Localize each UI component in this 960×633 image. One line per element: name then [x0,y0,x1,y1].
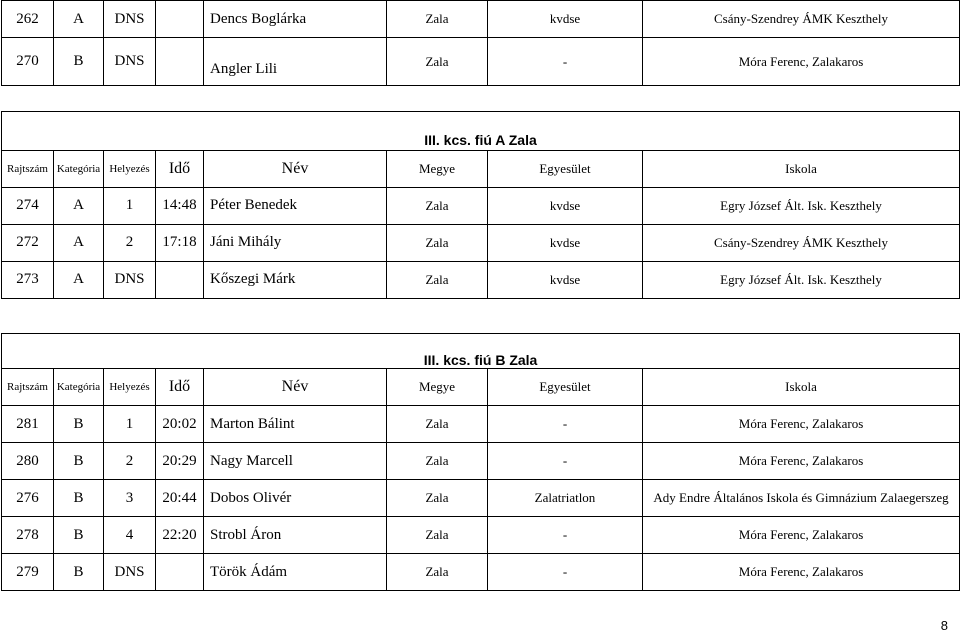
club: kvdse [488,1,643,38]
time: 20:02 [156,406,204,443]
name: Marton Bálint [204,406,387,443]
county: Zala [387,554,488,591]
header-egyesulet: Egyesület [488,369,643,406]
category: B [54,517,104,554]
table-row [2,443,960,480]
placement: 1 [104,406,156,443]
category: B [54,554,104,591]
header-ido: Idő [156,369,204,406]
name: Török Ádám [204,554,387,591]
header-rajtszam: Rajtszám [2,150,54,187]
bib-number: 274 [2,187,54,224]
county: Zala [387,38,488,86]
club: Zalatriatlon [488,480,643,517]
placement: 3 [104,480,156,517]
table-row [2,187,960,224]
header-megye: Megye [387,150,488,187]
header-row [2,369,960,406]
placement: DNS [104,38,156,86]
time [156,261,204,298]
school: Móra Ferenc, Zalakaros [643,517,960,554]
county: Zala [387,443,488,480]
club: - [488,38,643,86]
school: Móra Ferenc, Zalakaros [643,443,960,480]
bib-number: 280 [2,443,54,480]
bib-number: 262 [2,1,54,38]
county: Zala [387,480,488,517]
table-row [2,261,960,298]
time: 22:20 [156,517,204,554]
name: Dobos Olivér [204,480,387,517]
school: Ady Endre Általános Iskola és Gimnázium Zalaegerszeg [643,480,960,517]
placement: 2 [104,443,156,480]
time: 20:29 [156,443,204,480]
header-nev: Név [204,150,387,187]
placement: 2 [104,224,156,261]
name: Kőszegi Márk [204,261,387,298]
name: Strobl Áron [204,517,387,554]
placement: DNS [104,1,156,38]
page-number: 8 [940,618,948,633]
name: Nagy Marcell [204,443,387,480]
county: Zala [387,1,488,38]
table-row [2,224,960,261]
name: Péter Benedek [204,187,387,224]
name-text: Angler Lili [210,61,278,77]
spacer [2,112,960,130]
county: Zala [387,261,488,298]
bib-number: 279 [2,554,54,591]
category: B [54,443,104,480]
header-row [2,150,960,187]
school: Egry József Ált. Isk. Keszthely [643,261,960,298]
table-row [2,480,960,517]
club: - [488,406,643,443]
header-iskola: Iskola [643,369,960,406]
name [204,38,387,86]
school: Csány-Szendrey ÁMK Keszthely [643,224,960,261]
club: - [488,517,643,554]
club: kvdse [488,224,643,261]
table-row [2,517,960,554]
placement: DNS [104,554,156,591]
bib-number: 276 [2,480,54,517]
header-iskola: Iskola [643,150,960,187]
school: Móra Ferenc, Zalakaros [643,406,960,443]
category: B [54,406,104,443]
bib-number: 278 [2,517,54,554]
section-title: III. kcs. fiú A Zala [2,130,960,151]
bib-number: 281 [2,406,54,443]
category: A [54,1,104,38]
club: - [488,443,643,480]
time: 14:48 [156,187,204,224]
club: - [488,554,643,591]
time: 17:18 [156,224,204,261]
county: Zala [387,187,488,224]
header-rajtszam: Rajtszám [2,369,54,406]
results-table-fiu-b [1,333,960,591]
time [156,554,204,591]
school: Csány-Szendrey ÁMK Keszthely [643,1,960,38]
placement: 4 [104,517,156,554]
county: Zala [387,406,488,443]
header-helyezes: Helyezés [104,150,156,187]
name: Dencs Boglárka [204,1,387,38]
school: Egry József Ált. Isk. Keszthely [643,187,960,224]
table-row [2,38,960,86]
placement: 1 [104,187,156,224]
bib-number: 272 [2,224,54,261]
county: Zala [387,224,488,261]
header-megye: Megye [387,369,488,406]
club: kvdse [488,261,643,298]
school: Móra Ferenc, Zalakaros [643,38,960,86]
table-row [2,554,960,591]
category: A [54,187,104,224]
bib-number: 273 [2,261,54,298]
name: Jáni Mihály [204,224,387,261]
header-egyesulet: Egyesület [488,150,643,187]
section-title: III. kcs. fiú B Zala [2,334,960,369]
placement: DNS [104,261,156,298]
county: Zala [387,517,488,554]
time [156,38,204,86]
section-title-row [2,130,960,151]
header-ido: Idő [156,150,204,187]
header-helyezes: Helyezés [104,369,156,406]
header-nev: Név [204,369,387,406]
school: Móra Ferenc, Zalakaros [643,554,960,591]
table-row [2,1,960,38]
header-kategoria: Kategória [54,150,104,187]
bib-number: 270 [2,38,54,86]
time: 20:44 [156,480,204,517]
category: B [54,480,104,517]
category: A [54,261,104,298]
category: A [54,224,104,261]
results-table-fiu-a [1,111,960,299]
category: B [54,38,104,86]
time [156,1,204,38]
club: kvdse [488,187,643,224]
table-row [2,406,960,443]
results-table-continued [1,0,960,86]
header-kategoria: Kategória [54,369,104,406]
section-title-row [2,334,960,369]
